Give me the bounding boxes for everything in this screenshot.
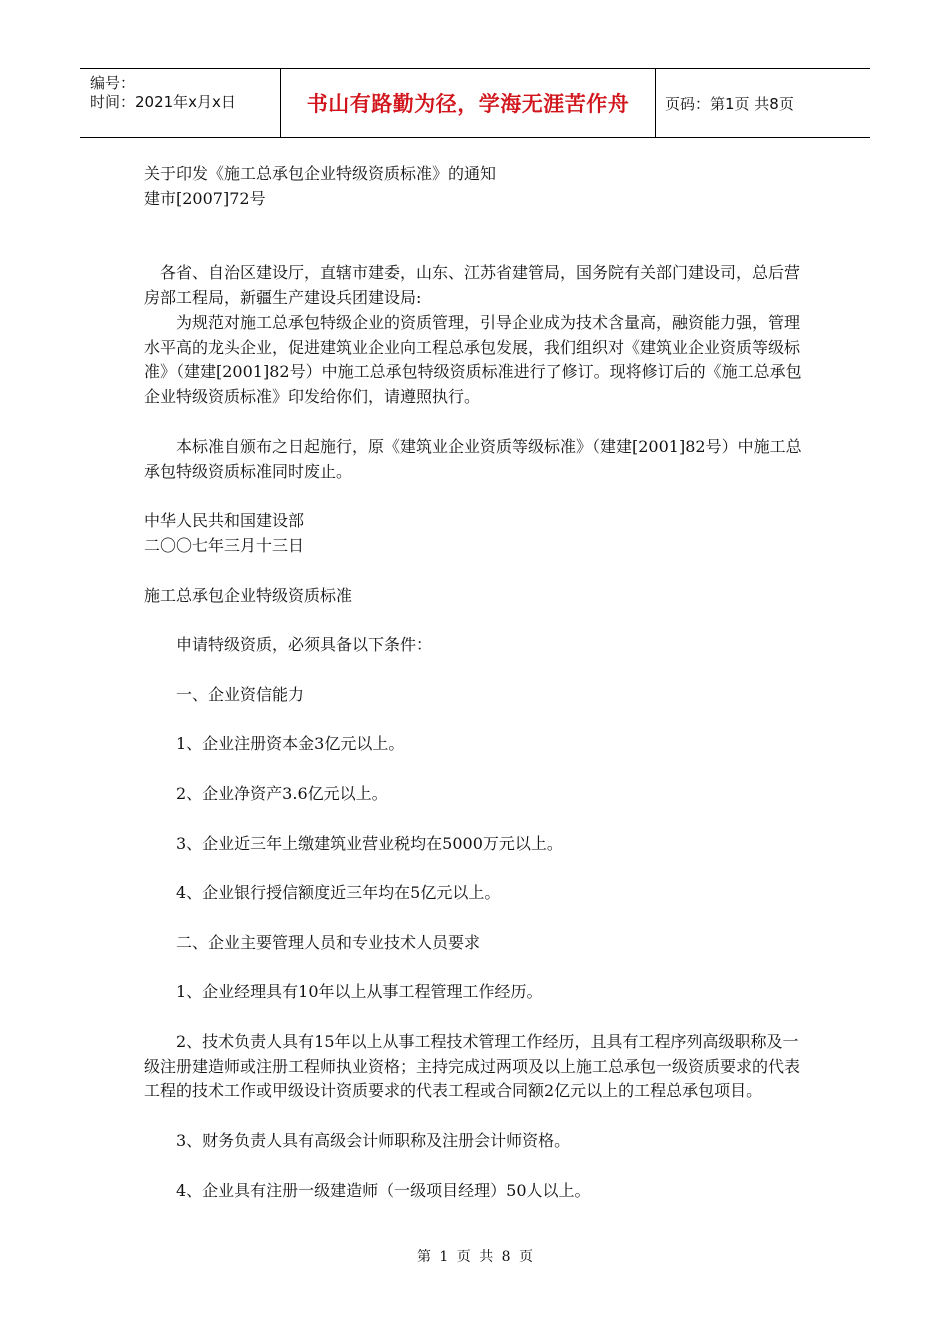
time-label: 时间：2021年x月x日 [90,93,236,111]
addressees: 各省、自治区建设厅，直辖市建委，山东、江苏省建管局，国务院有关部门建设司，总后营房部工程局，新疆生产建设兵团建设局: [144,263,801,307]
document-body [144,162,806,1203]
standard-title: 施工总承包企业特级资质标准 [144,585,353,605]
signer: 中华人民共和国建设部 [144,511,305,531]
list-item: 3、企业近三年上缴建筑业营业税均在5000万元以上。 [176,833,563,853]
list-item: 1、企业经理具有10年以上从事工程管理工作经历。 [176,982,543,1002]
header-meta [80,69,280,137]
page-header [80,68,870,138]
section-1-title: 一、企业资信能力 [176,684,305,704]
header-divider [655,69,656,137]
number-label: 编号： [90,74,136,92]
list-item: 4、企业具有注册一级建造师（一级项目经理）50人以上。 [176,1180,591,1200]
list-item: 2、技术负责人具有15年以上从事工程技术管理工作经历，且具有工程序列高级职称及一级注册建造师或注册工程师执业资格；主持完成过两项及以上施工总承包一级资质要求的代表工程的技术工作或甲级设计资质要求的代表工程或合同额2亿元以上的工程总承包项目。 [144,1031,801,1101]
section-2-title: 二、企业主要管理人员和专业技术人员要求 [176,932,481,952]
page-footer: 第 1 页 共 8 页 [416,1249,534,1265]
notice-title: 关于印发《施工总承包企业特级资质标准》的通知 [144,164,497,183]
list-item: 2、企业净资产3.6亿元以上。 [176,783,388,803]
list-item: 1、企业注册资本金3亿元以上。 [176,734,405,754]
list-item: 3、财务负责人具有高级会计师职称及注册会计师资格。 [176,1131,571,1151]
header-page-code: 页码：第1页 共8页 [665,94,794,113]
doc-number: 建市[2007]72号 [144,188,266,208]
list-item: 4、企业银行授信额度近三年均在5亿元以上。 [176,883,501,903]
paragraph-1: 为规范对施工总承包特级企业的资质管理，引导企业成为技术含量高，融资能力强，管理水平高的龙头企业，促进建筑业企业向工程总承包发展，我们组织对《建筑业企业资质等级标准》（建建[2001]82号）中施工总承包特级资质标准进行了修订。现将修订后的《施工总承包企业特级资质标准》印发给你们，请遵照执行。 [144,312,802,407]
intro: 申请特级资质，必须具备以下条件： [176,635,433,655]
header-motto: 书山有路勤为径，学海无涯苦作舟 [306,92,630,116]
issue-date: 二〇〇七年三月十三日 [144,535,305,555]
paragraph-2: 本标准自颁布之日起施行，原《建筑业企业资质等级标准》（建建[2001]82号）中施工总承包特级资质标准同时废止。 [144,436,802,481]
